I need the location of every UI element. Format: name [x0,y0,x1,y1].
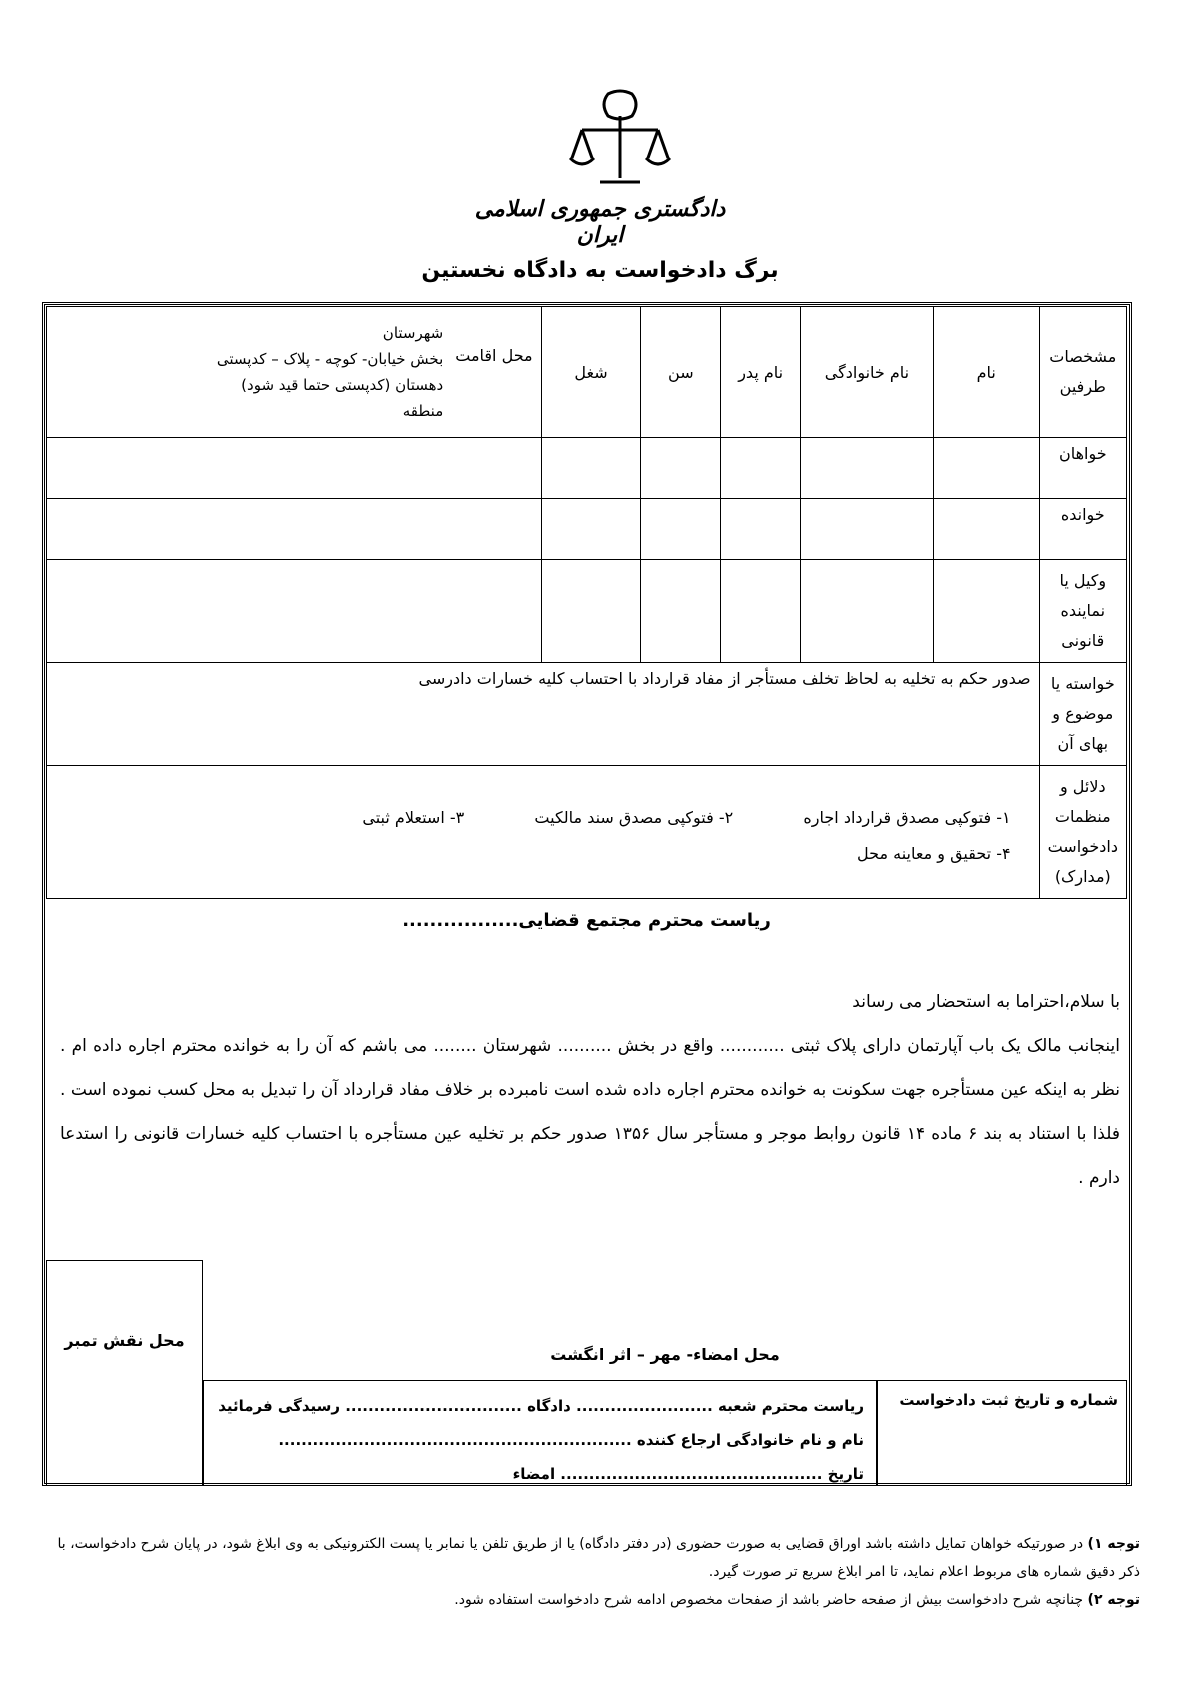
plaintiff-age-cell[interactable] [641,438,721,499]
note-2 [40,1586,1140,1614]
court-name: دادگستری جمهوری اسلامی ایران [474,196,726,248]
evidence-item: ۱- فتوکپی مصدق قرارداد اجاره [803,808,1011,827]
referrer-line: نام و نام خانوادگی ارجاع کننده .............................................................. [278,1431,864,1449]
attorney-name-cell[interactable] [933,560,1039,663]
address-line: دهستان (کدپستی حتما قید شود) [241,376,444,394]
stamp-place-label: محل نقش تمبر [64,1331,185,1350]
defendant-father-cell[interactable] [721,499,801,560]
date-sign-line: تاریخ .............................................. امضاء [512,1465,864,1483]
parties-table [46,306,1127,899]
form-title: برگ دادخواست به دادگاه نخستین [421,258,779,283]
plaintiff-family-cell[interactable] [801,438,934,499]
evidence-item: ۴- تحقیق و معاینه محل [857,844,1011,863]
header-age: سن [641,307,721,438]
address-line: بخش خیابان- کوچه - پلاک – کدپستی [216,350,444,368]
petition-body[interactable] [60,980,1120,1200]
note-2-label: توجه ۲) [1087,1592,1140,1608]
registry-label: شماره و تاریخ ثبت دادخواست [899,1391,1118,1409]
signature-place-label: محل امضاء- مهر – اثر انگشت [550,1345,780,1364]
plaintiff-name-cell[interactable] [933,438,1039,499]
row-label-defendant: خوانده [1039,499,1126,560]
petition-greeting: با سلام،احتراما به استحضار می رساند [852,992,1120,1012]
defendant-job-cell[interactable] [541,499,641,560]
header-father-name: نام پدر [721,307,801,438]
row-label-attorney: وکیل یا نماینده قانونی [1039,560,1126,663]
branch-head-line: ریاست محترم شعبه ........................ دادگاه ............................... رسیدگی فرمائید [218,1397,864,1415]
header-job: شغل [541,307,641,438]
attorney-family-cell[interactable] [801,560,934,663]
stamp-box [46,1260,203,1486]
referral-box[interactable] [203,1380,877,1486]
attorney-residence-cell[interactable] [47,560,542,663]
claim-text[interactable]: صدور حکم به تخلیه به لحاظ تخلف مستأجر از مفاد قرارداد با احتساب کلیه خسارات دادرسی [47,663,1040,766]
evidence-item: ۲- فتوکپی مصدق سند مالکیت [534,808,734,827]
petition-text: اینجانب مالک یک باب آپارتمان دارای پلاک ثبتی ............ واقع در بخش .......... شهرستان ........ می باشم که آن را به خوانده محترم اجاره داده ام . نظر به اینکه عین مستأجره جهت سکونت به خوانده محترم اجاره داده شده است نامبرده بر خلاف مفاد قرارداد آن را تبدیل به محل کسب نموده است . فلذا با استناد به بند ۶ ماده ۱۴ قانون روابط موجر و مستأجر سال ۱۳۵۶ صدور حکم بر تخلیه عین مستأجره با احتساب کلیه خسارات قانونی را استدعا دارم . [60,1036,1120,1188]
header-name: نام [933,307,1039,438]
defendant-name-cell[interactable] [933,499,1039,560]
address-line: شهرستان [382,324,444,342]
note-2-text: چنانچه شرح دادخواست بیش از صفحه حاضر باشد از صفحات مخصوص ادامه شرح دادخواست استفاده شود. [454,1592,1084,1608]
plaintiff-residence-cell[interactable] [47,438,542,499]
plaintiff-father-cell[interactable] [721,438,801,499]
evidence-label: دلائل و منظمات دادخواست (مدارک) [1039,766,1126,899]
header-parties-spec: مشخصات طرفین [1039,307,1126,438]
evidence-cell[interactable] [47,766,1040,899]
plaintiff-job-cell[interactable] [541,438,641,499]
address-format [217,320,443,424]
row-label-plaintiff: خواهان [1039,438,1126,499]
registry-box[interactable] [877,1380,1127,1486]
defendant-family-cell[interactable] [801,499,934,560]
attorney-father-cell[interactable] [721,560,801,663]
defendant-residence-cell[interactable] [47,499,542,560]
address-line: منطقه [402,402,444,420]
residence-label: محل اقامت [455,346,533,365]
evidence-item: ۳- استعلام ثبتی [362,808,465,827]
attorney-age-cell[interactable] [641,560,721,663]
note-1 [40,1530,1140,1586]
defendant-age-cell[interactable] [641,499,721,560]
claim-label: خواسته یا موضوع و بهای آن [1039,663,1126,766]
header-family-name: نام خانوادگی [801,307,934,438]
attorney-job-cell[interactable] [541,560,641,663]
note-1-label: توجه ۱) [1087,1536,1140,1552]
judiciary-emblem-icon [560,86,680,196]
footnotes [40,1530,1140,1614]
header-residence [47,307,542,438]
petition-title: ریاست محترم مجتمع قضایی................. [402,910,771,931]
note-1-text: در صورتیکه خواهان تمایل داشته باشد اوراق قضایی به صورت حضوری (در دفتر دادگاه) یا از طریق تلفن یا نمابر یا پست الکترونیکی به وی ابلاغ شود، در پایان شرح دادخواست، با ذکر دقیق شماره های مربوط اعلام نماید، تا امر ابلاغ سریع تر صورت گیرد. [57,1536,1140,1580]
